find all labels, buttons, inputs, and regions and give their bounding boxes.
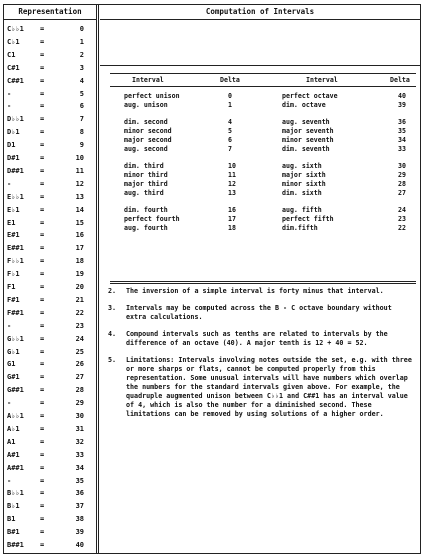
note-number: 34 bbox=[75, 463, 84, 472]
note-number: 26 bbox=[75, 360, 84, 369]
representation-row bbox=[4, 217, 96, 230]
equals-sign: = bbox=[40, 347, 45, 356]
interval-delta: 17 bbox=[228, 215, 236, 223]
note-text: The inversion of a simple interval is forty minus that interval. bbox=[126, 287, 384, 295]
note-number: 2 bbox=[79, 50, 84, 59]
equals-sign: = bbox=[40, 179, 45, 188]
note-name: F♭1 bbox=[7, 270, 20, 279]
note-name: A♭1 bbox=[7, 424, 20, 433]
note-number: 12 bbox=[75, 179, 84, 188]
equals-sign: = bbox=[40, 141, 45, 150]
note-name: B♭♭1 bbox=[7, 489, 24, 498]
note-number: 19 bbox=[75, 270, 84, 279]
representation-row bbox=[4, 126, 96, 139]
representation-row bbox=[4, 397, 96, 410]
representation-row bbox=[4, 410, 96, 423]
note-text: Limitations: Intervals involving notes outside the set, e.g. with three or more sharps or flats, cannot be computed properly from this representation. Some unusual intervals will have numbers which overlap the numbers for the standard intervals given above. For example, the quadruple augmented unison between C♭♭1 and C##1 has an interval value of 4, which is also the number for a diminished second. These limitations can be removed by using solutions of a higher order. bbox=[126, 356, 412, 418]
equals-sign: = bbox=[40, 283, 45, 291]
inversion-delta: 30 bbox=[398, 162, 406, 170]
note-name: C1 bbox=[7, 50, 16, 59]
representation-row bbox=[4, 178, 96, 191]
note-item bbox=[108, 287, 414, 296]
interval-group bbox=[110, 206, 416, 233]
interval-group bbox=[110, 118, 416, 154]
representation-row bbox=[4, 255, 96, 268]
note-number: 1 bbox=[79, 37, 84, 46]
inversion-name: aug. sixth bbox=[282, 162, 322, 170]
interval-name: minor third bbox=[124, 171, 168, 179]
inversion-delta: 35 bbox=[398, 127, 406, 135]
interval-delta: 7 bbox=[228, 145, 232, 153]
equals-sign: = bbox=[40, 334, 45, 343]
equals-sign: = bbox=[40, 502, 45, 511]
inversion-delta: 29 bbox=[398, 171, 406, 179]
equals-sign: = bbox=[40, 192, 45, 201]
representation-row bbox=[4, 513, 96, 526]
interval-name: aug. fourth bbox=[124, 224, 168, 232]
blank-box bbox=[100, 20, 420, 66]
interval-name: perfect unison bbox=[124, 92, 180, 100]
equals-sign: = bbox=[40, 424, 45, 433]
inversion-delta: 22 bbox=[398, 224, 406, 232]
equals-sign: = bbox=[40, 166, 45, 175]
note-number: 4 bbox=[79, 76, 84, 85]
note-name: - bbox=[7, 179, 12, 188]
note-item bbox=[108, 330, 414, 348]
equals-sign: = bbox=[40, 25, 45, 33]
note-name: - bbox=[7, 102, 12, 111]
note-number: 30 bbox=[75, 412, 84, 420]
note-name: G#1 bbox=[7, 373, 20, 382]
inversion-name: major sixth bbox=[282, 171, 326, 179]
inversion-name: dim.fifth bbox=[282, 224, 318, 232]
inversion-delta: 34 bbox=[398, 136, 406, 144]
note-number: 27 bbox=[75, 373, 84, 382]
inversion-name: minor seventh bbox=[282, 136, 334, 144]
equals-sign: = bbox=[40, 102, 45, 111]
representation-row bbox=[4, 320, 96, 333]
interval-name: aug. second bbox=[124, 145, 168, 153]
col-interval-1: Interval bbox=[132, 76, 164, 84]
equals-sign: = bbox=[40, 450, 45, 459]
inversion-name: aug. fifth bbox=[282, 206, 322, 214]
representation-row bbox=[4, 294, 96, 307]
inversion-name: dim. octave bbox=[282, 101, 326, 109]
representation-row bbox=[4, 139, 96, 152]
equals-sign: = bbox=[40, 386, 45, 395]
representation-row bbox=[4, 62, 96, 75]
equals-sign: = bbox=[40, 321, 45, 330]
interval-table-header bbox=[110, 73, 416, 87]
representation-row bbox=[4, 75, 96, 88]
inversion-name: perfect octave bbox=[282, 92, 338, 100]
representation-row bbox=[4, 371, 96, 384]
note-name: C##1 bbox=[7, 76, 24, 85]
note-number: 32 bbox=[75, 437, 84, 446]
interval-name: minor second bbox=[124, 127, 172, 135]
representation-row bbox=[4, 113, 96, 126]
inversion-delta: 27 bbox=[398, 189, 406, 197]
interval-group bbox=[110, 162, 416, 198]
note-number: 0 bbox=[79, 25, 84, 33]
note-name: A#1 bbox=[7, 450, 20, 459]
note-name: E1 bbox=[7, 218, 16, 227]
inversion-delta: 23 bbox=[398, 215, 406, 223]
note-number-label: 3. bbox=[108, 304, 117, 312]
inversion-delta: 40 bbox=[398, 92, 406, 100]
equals-sign: = bbox=[40, 218, 45, 227]
representation-row bbox=[4, 281, 96, 294]
representation-row bbox=[4, 462, 96, 475]
note-number: 10 bbox=[75, 154, 84, 162]
note-name: F1 bbox=[7, 283, 16, 291]
note-number: 5 bbox=[79, 89, 84, 98]
interval-name: perfect fourth bbox=[124, 215, 180, 223]
equals-sign: = bbox=[40, 489, 45, 498]
representation-row bbox=[4, 475, 96, 488]
inversion-name: perfect fifth bbox=[282, 215, 334, 223]
representation-row bbox=[4, 423, 96, 436]
inversion-name: aug. seventh bbox=[282, 118, 330, 126]
interval-delta: 12 bbox=[228, 180, 236, 188]
note-number: 16 bbox=[75, 231, 84, 240]
representation-row bbox=[4, 204, 96, 217]
interval-row bbox=[110, 101, 416, 110]
equals-sign: = bbox=[40, 231, 45, 240]
equals-sign: = bbox=[40, 270, 45, 279]
representation-row bbox=[4, 487, 96, 500]
representation-row bbox=[4, 307, 96, 320]
note-number: 29 bbox=[75, 399, 84, 408]
inversion-name: major seventh bbox=[282, 127, 334, 135]
interval-group bbox=[110, 92, 416, 110]
representation-row bbox=[4, 384, 96, 397]
note-name: B##1 bbox=[7, 541, 24, 549]
representation-column bbox=[4, 5, 99, 553]
note-number-label: 4. bbox=[108, 330, 117, 338]
interval-row bbox=[110, 127, 416, 136]
note-number: 14 bbox=[75, 205, 84, 214]
col-interval-2: Interval bbox=[306, 76, 338, 84]
interval-name: major third bbox=[124, 180, 168, 188]
note-number: 13 bbox=[75, 192, 84, 201]
interval-row bbox=[110, 118, 416, 127]
note-name: C♭♭1 bbox=[7, 25, 24, 33]
representation-row bbox=[4, 268, 96, 281]
equals-sign: = bbox=[40, 63, 45, 72]
note-number: 28 bbox=[75, 386, 84, 395]
note-number: 33 bbox=[75, 450, 84, 459]
note-number: 3 bbox=[79, 63, 84, 72]
note-name: D♭♭1 bbox=[7, 115, 24, 124]
interval-delta: 5 bbox=[228, 127, 232, 135]
col-delta-1: Delta bbox=[220, 76, 240, 84]
equals-sign: = bbox=[40, 257, 45, 266]
note-number: 22 bbox=[75, 308, 84, 317]
note-number: 21 bbox=[75, 295, 84, 304]
equals-sign: = bbox=[40, 154, 45, 162]
interval-delta: 11 bbox=[228, 171, 236, 179]
equals-sign: = bbox=[40, 541, 45, 549]
note-name: D♭1 bbox=[7, 128, 20, 137]
note-name: - bbox=[7, 476, 12, 485]
note-name: B♭1 bbox=[7, 502, 20, 511]
interval-delta: 1 bbox=[228, 101, 232, 109]
note-number: 7 bbox=[79, 115, 84, 124]
inversion-delta: 36 bbox=[398, 118, 406, 126]
note-number: 31 bbox=[75, 424, 84, 433]
representation-row bbox=[4, 229, 96, 242]
equals-sign: = bbox=[40, 205, 45, 214]
note-number: 23 bbox=[75, 321, 84, 330]
interval-name: major second bbox=[124, 136, 172, 144]
representation-row bbox=[4, 49, 96, 62]
interval-table bbox=[110, 73, 416, 233]
note-number-label: 2. bbox=[108, 287, 117, 295]
interval-delta: 0 bbox=[228, 92, 232, 100]
computation-header: Computation of Intervals bbox=[100, 5, 420, 20]
equals-sign: = bbox=[40, 295, 45, 304]
equals-sign: = bbox=[40, 476, 45, 485]
equals-sign: = bbox=[40, 50, 45, 59]
note-name: G1 bbox=[7, 360, 16, 369]
inversion-delta: 39 bbox=[398, 101, 406, 109]
equals-sign: = bbox=[40, 37, 45, 46]
interval-name: dim. second bbox=[124, 118, 168, 126]
equals-sign: = bbox=[40, 515, 45, 524]
note-number: 40 bbox=[75, 541, 84, 549]
note-name: D#1 bbox=[7, 154, 20, 162]
note-name: B1 bbox=[7, 515, 16, 524]
equals-sign: = bbox=[40, 89, 45, 98]
note-number: 18 bbox=[75, 257, 84, 266]
note-number: 24 bbox=[75, 334, 84, 343]
equals-sign: = bbox=[40, 399, 45, 408]
note-name: - bbox=[7, 321, 12, 330]
inversion-name: dim. sixth bbox=[282, 189, 322, 197]
col-delta-2: Delta bbox=[390, 76, 410, 84]
note-number: 9 bbox=[79, 141, 84, 150]
interval-delta: 16 bbox=[228, 206, 236, 214]
note-number: 17 bbox=[75, 244, 84, 253]
representation-row bbox=[4, 242, 96, 255]
representation-row bbox=[4, 449, 96, 462]
interval-row bbox=[110, 92, 416, 101]
interval-row bbox=[110, 145, 416, 154]
interval-row bbox=[110, 189, 416, 198]
note-name: E#1 bbox=[7, 231, 20, 240]
note-name: E♭1 bbox=[7, 205, 20, 214]
inversion-delta: 28 bbox=[398, 180, 406, 188]
interval-row bbox=[110, 215, 416, 224]
representation-row bbox=[4, 191, 96, 204]
equals-sign: = bbox=[40, 115, 45, 124]
representation-row bbox=[4, 165, 96, 178]
note-item bbox=[108, 304, 414, 322]
representation-row bbox=[4, 500, 96, 513]
interval-delta: 4 bbox=[228, 118, 232, 126]
representation-row bbox=[4, 152, 96, 165]
note-name: G##1 bbox=[7, 386, 24, 395]
interval-name: aug. third bbox=[124, 189, 164, 197]
note-name: D1 bbox=[7, 141, 16, 150]
table-divider bbox=[110, 281, 416, 284]
equals-sign: = bbox=[40, 76, 45, 85]
interval-row bbox=[110, 136, 416, 145]
note-name: C♭1 bbox=[7, 37, 20, 46]
note-number: 20 bbox=[75, 283, 84, 291]
note-number: 25 bbox=[75, 347, 84, 356]
equals-sign: = bbox=[40, 412, 45, 420]
document-frame bbox=[3, 4, 421, 554]
note-text: Compound intervals such as tenths are related to intervals by the difference of an octave (40). A major tenth is 12 + 40 = 52. bbox=[126, 330, 388, 347]
equals-sign: = bbox=[40, 244, 45, 253]
representation-header: Representation bbox=[4, 5, 96, 20]
note-number: 8 bbox=[79, 128, 84, 137]
interval-delta: 13 bbox=[228, 189, 236, 197]
note-number: 6 bbox=[79, 102, 84, 111]
equals-sign: = bbox=[40, 463, 45, 472]
computation-column bbox=[100, 5, 420, 553]
note-name: A##1 bbox=[7, 463, 24, 472]
note-number: 38 bbox=[75, 515, 84, 524]
note-number: 11 bbox=[75, 166, 84, 175]
interval-row bbox=[110, 206, 416, 215]
note-item bbox=[108, 356, 414, 419]
note-name: - bbox=[7, 399, 12, 408]
inversion-name: dim. seventh bbox=[282, 145, 330, 153]
equals-sign: = bbox=[40, 373, 45, 382]
representation-row bbox=[4, 539, 96, 552]
equals-sign: = bbox=[40, 308, 45, 317]
note-name: E##1 bbox=[7, 244, 24, 253]
interval-groups bbox=[110, 92, 416, 233]
equals-sign: = bbox=[40, 528, 45, 537]
note-number: 37 bbox=[75, 502, 84, 511]
representation-row bbox=[4, 333, 96, 346]
note-name: E♭♭1 bbox=[7, 192, 24, 201]
interval-row bbox=[110, 180, 416, 189]
note-number: 35 bbox=[75, 476, 84, 485]
note-name: G♭♭1 bbox=[7, 334, 24, 343]
inversion-delta: 33 bbox=[398, 145, 406, 153]
interval-delta: 18 bbox=[228, 224, 236, 232]
note-name: C#1 bbox=[7, 63, 20, 72]
interval-delta: 10 bbox=[228, 162, 236, 170]
representation-row bbox=[4, 100, 96, 113]
note-name: B#1 bbox=[7, 528, 20, 537]
representation-row bbox=[4, 526, 96, 539]
representation-row bbox=[4, 23, 96, 36]
interval-row bbox=[110, 171, 416, 180]
interval-row bbox=[110, 224, 416, 233]
inversion-name: minor sixth bbox=[282, 180, 326, 188]
inversion-delta: 24 bbox=[398, 206, 406, 214]
interval-name: dim. third bbox=[124, 162, 164, 170]
representation-row bbox=[4, 88, 96, 101]
equals-sign: = bbox=[40, 360, 45, 369]
note-name: F#1 bbox=[7, 295, 20, 304]
note-name: G♭1 bbox=[7, 347, 20, 356]
note-name: A♭♭1 bbox=[7, 412, 24, 420]
representation-row bbox=[4, 436, 96, 449]
note-name: D##1 bbox=[7, 166, 24, 175]
note-number: 15 bbox=[75, 218, 84, 227]
interval-delta: 6 bbox=[228, 136, 232, 144]
interval-row bbox=[110, 162, 416, 171]
representation-row bbox=[4, 346, 96, 359]
notes-list bbox=[108, 287, 414, 427]
equals-sign: = bbox=[40, 437, 45, 446]
interval-name: aug. unison bbox=[124, 101, 168, 109]
representation-row bbox=[4, 36, 96, 49]
note-number: 39 bbox=[75, 528, 84, 537]
equals-sign: = bbox=[40, 128, 45, 137]
interval-name: dim. fourth bbox=[124, 206, 168, 214]
representation-row bbox=[4, 358, 96, 371]
note-name: F##1 bbox=[7, 308, 24, 317]
note-name: - bbox=[7, 89, 12, 98]
note-text: Intervals may be computed across the B - C octave boundary without extra calculations. bbox=[126, 304, 392, 321]
note-name: A1 bbox=[7, 437, 16, 446]
note-number: 36 bbox=[75, 489, 84, 498]
note-name: F♭♭1 bbox=[7, 257, 24, 266]
note-number-label: 5. bbox=[108, 356, 117, 364]
